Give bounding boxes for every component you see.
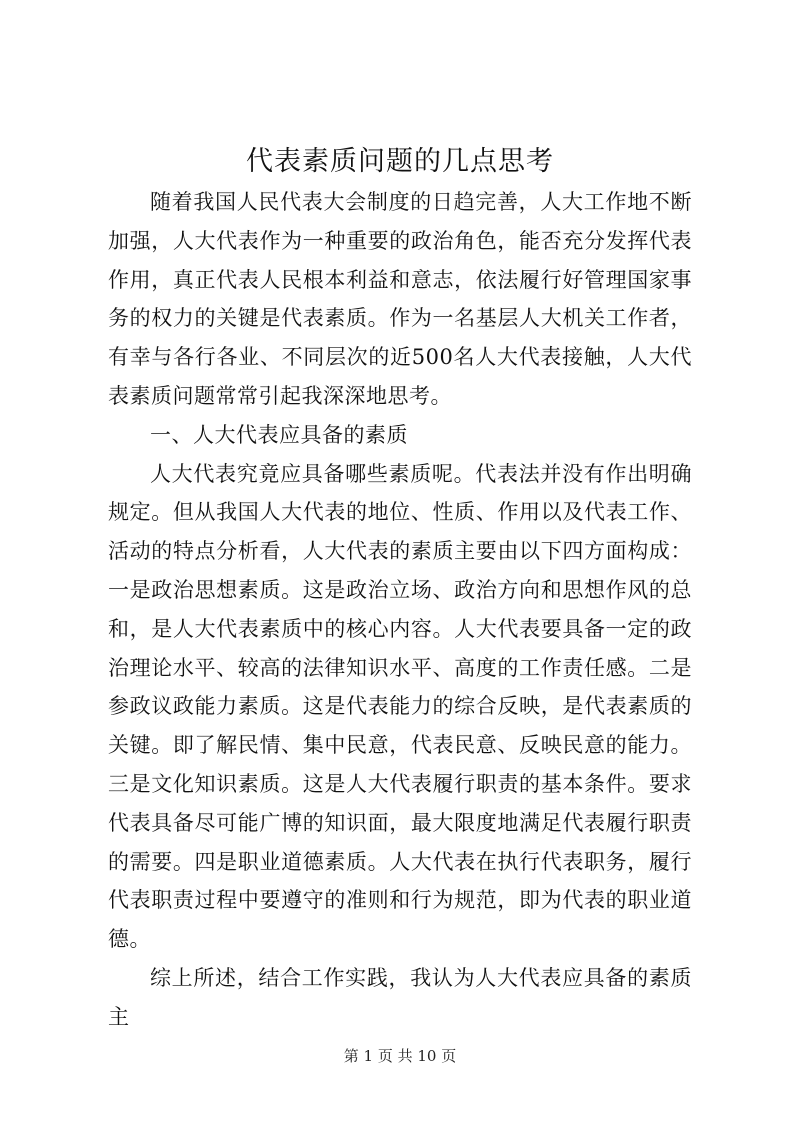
document-title: 代表素质问题的几点思考 (246, 146, 554, 177)
paragraph-intro: 随着我国人民代表大会制度的日趋完善，人大工作地不断加强，人大代表作为一种重要的政治角色，能否充分发挥代表作用，真正代表人民根本利益和意志，依法履行好管理国家事务的权力的关键是代表素质。作为一名基层人大机关工作者，有幸与各行各业、不同层次的近500名人大代表接触，人大代表素质问题常常引起我深深地思考。 (108, 190, 692, 408)
paragraph-summary: 综上所述，结合工作实践，我认为人大代表应具备的素质主 (108, 965, 692, 1029)
paragraph-qualities: 人大代表究竟应具备哪些素质呢。代表法并没有作出明确规定。但从我国人大代表的地位、性质、作用以及代表工作、活动的特点分析看，人大代表的素质主要由以下四方面构成：一是政治思想素质。这是政治立场、政治方向和思想作风的总和，是人大代表素质中的核心内容。人大代表要具备一定的政治理论水平、较高的法律知识水平、高度的工作责任感。二是参政议政能力素质。这是代表能力的综合反映，是代表素质的关键。即了解民情、集中民意，代表民意、反映民意的能力。三是文化知识素质。这是人大代表履行职责的基本条件。要求代表具备尽可能广博的知识面，最大限度地满足代表履行职责的需要。四是职业道德素质。人大代表在执行代表职务，履行代表职责过程中要遵守的准则和行为规范，即为代表的职业道德。 (108, 461, 692, 952)
page-number-footer: 第 1 页 共 10 页 (343, 1047, 457, 1065)
document-body (108, 183, 692, 1037)
section-heading: 一、人大代表应具备的素质 (150, 422, 408, 447)
